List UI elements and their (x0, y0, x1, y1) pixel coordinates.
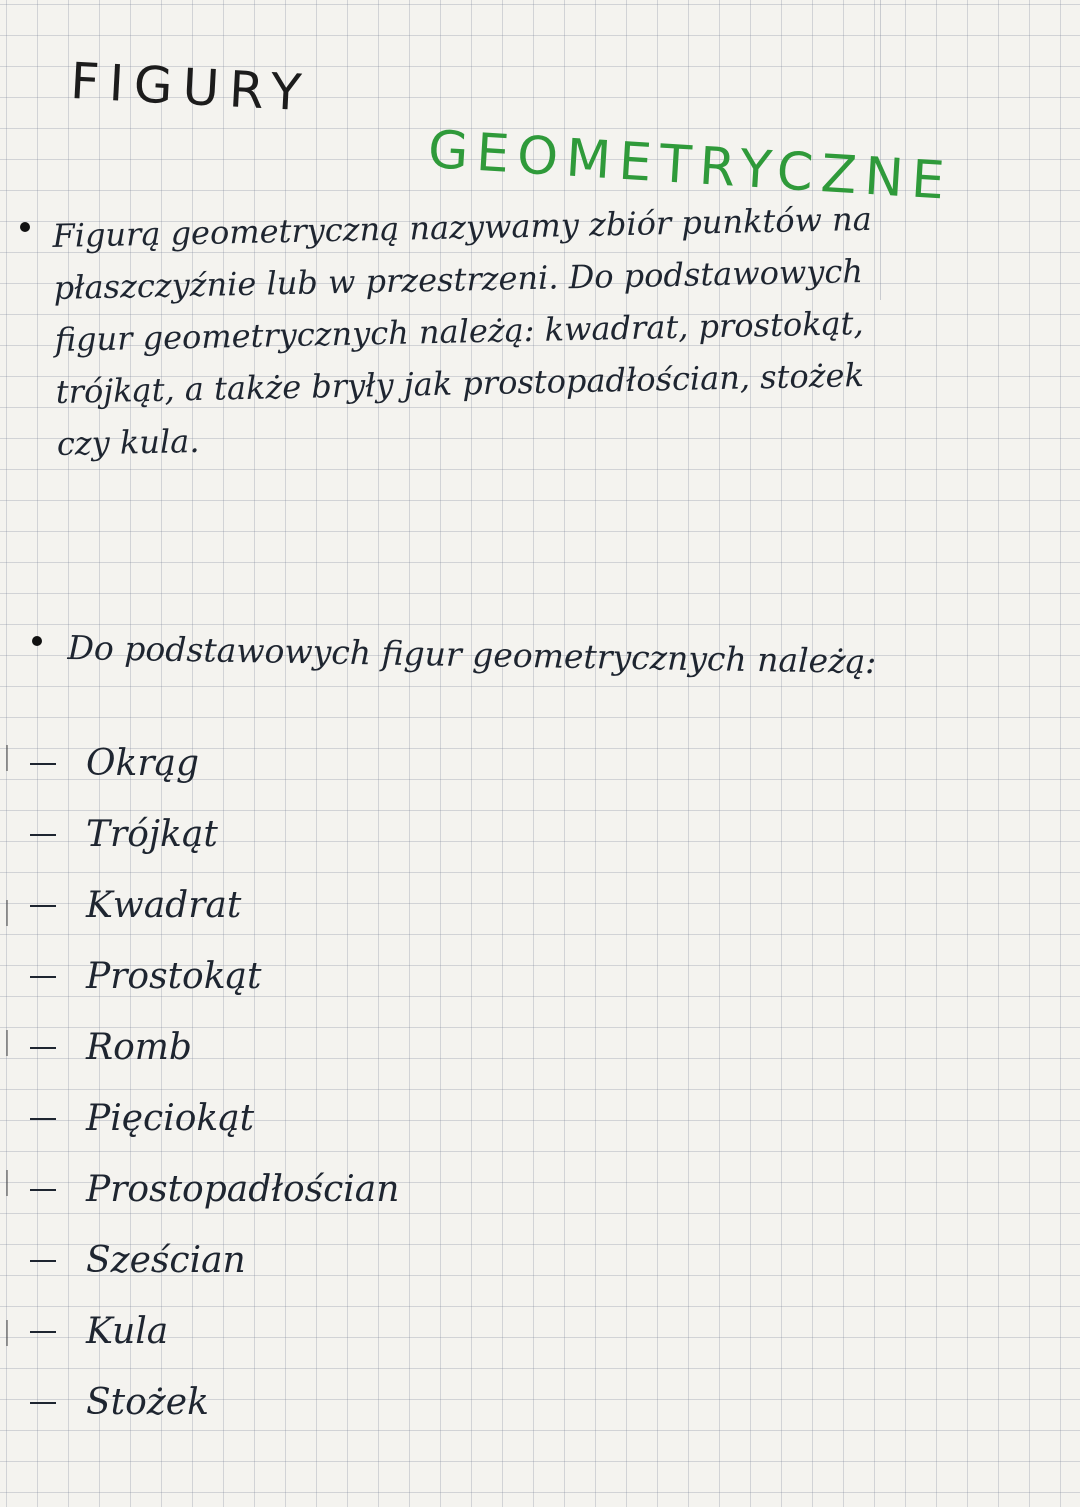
list-item-text: Stożek (86, 1382, 209, 1423)
figures-list (30, 728, 399, 1438)
list-intro: Do podstawowych figur geometrycznych należą: (67, 627, 877, 682)
dash-mark (30, 1260, 56, 1262)
list-item-text: Prostokąt (86, 956, 262, 997)
margin-tick (6, 1030, 8, 1056)
list-item-text: Sześcian (86, 1240, 246, 1281)
dash-mark (30, 834, 56, 836)
dash-mark (30, 1189, 56, 1191)
list-item (30, 728, 399, 799)
definition-paragraph: Figurą geometryczną nazywamy zbiór punktów na płaszczyźnie lub w przestrzeni. Do podstawowych figur geometrycznych należą: kwadrat, prostokąt, trójkąt, a także bryły jak prostopadłościan, stożek czy kula. (52, 199, 873, 463)
dash-mark (30, 1331, 56, 1333)
bullet-dot-2 (32, 636, 42, 646)
list-item (30, 1367, 399, 1438)
dash-mark (30, 905, 56, 907)
dash-mark (30, 763, 56, 765)
title-line-1: FIGURY (68, 52, 313, 123)
margin-tick (6, 1320, 8, 1346)
list-item (30, 1083, 399, 1154)
list-item (30, 941, 399, 1012)
list-item (30, 870, 399, 941)
list-item (30, 799, 399, 870)
title-line-2: GEOMETRYCZNE (426, 120, 955, 212)
list-item-text: Romb (86, 1027, 192, 1068)
list-item-text: Pięciokąt (86, 1098, 255, 1139)
dash-mark (30, 1118, 56, 1120)
list-item-text: Kwadrat (86, 885, 242, 926)
list-item (30, 1154, 399, 1225)
list-item-text: Kula (86, 1311, 169, 1352)
margin-tick (6, 900, 8, 926)
list-item (30, 1012, 399, 1083)
list-item (30, 1225, 399, 1296)
margin-tick (6, 1170, 8, 1196)
list-item (30, 1296, 399, 1367)
margin-tick (6, 745, 8, 771)
list-item-text: Okrąg (86, 743, 200, 784)
list-item-text: Prostopadłościan (86, 1169, 400, 1210)
dash-mark (30, 1047, 56, 1049)
bullet-dot-1 (20, 222, 30, 232)
list-item-text: Trójkąt (86, 814, 218, 855)
dash-mark (30, 976, 56, 978)
dash-mark (30, 1402, 56, 1404)
